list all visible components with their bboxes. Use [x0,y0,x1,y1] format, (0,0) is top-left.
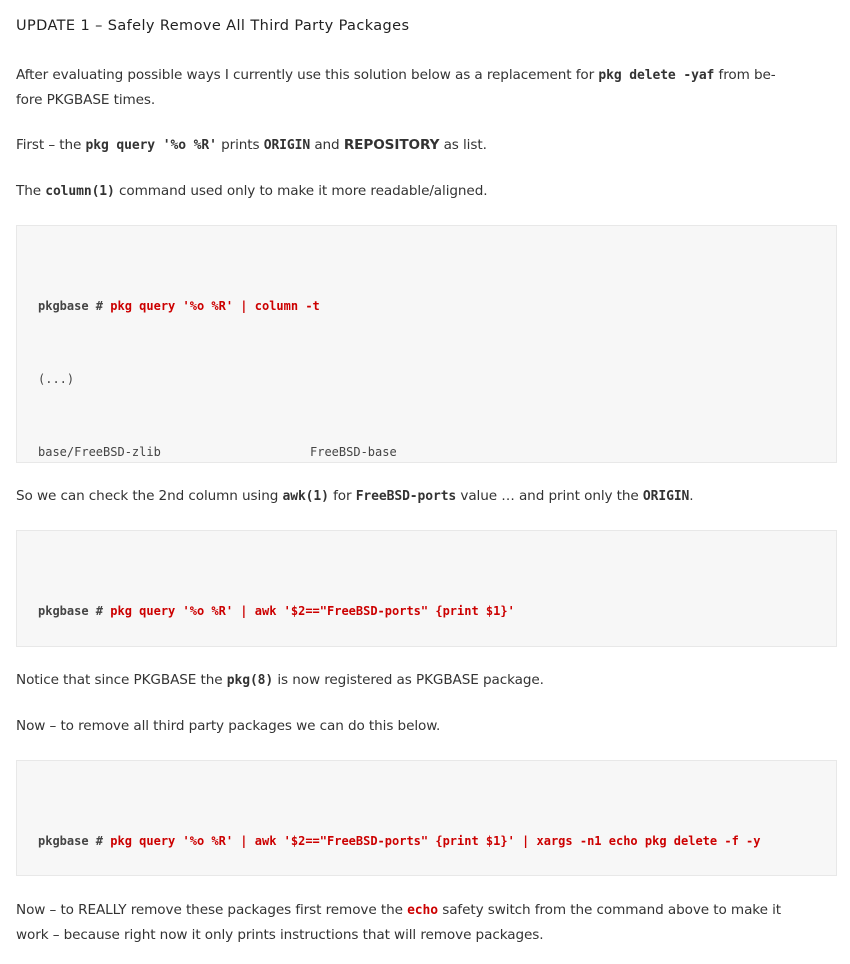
shell-prompt: pkgbase # [38,604,111,619]
shell-command: pkg query '%o %R' | column -t [110,299,320,314]
text: fore PKGBASE times. [16,92,156,108]
paragraph-query [16,133,837,158]
code-block-column[interactable] [16,225,837,463]
paragraph-really-remove [16,898,837,947]
shell-prompt: pkgbase # [38,834,111,849]
text: First – the [16,137,86,153]
text: prints [216,137,264,153]
section-heading: UPDATE 1 – Safely Remove All Third Party Packages [16,18,410,34]
repo-cell: FreeBSD-base [310,444,397,459]
inline-code: ORIGIN [642,489,690,504]
text: is now registered as PKGBASE package. [273,672,544,688]
text: . [689,488,694,504]
shell-command: pkg query '%o %R' | awk '$2=="FreeBSD-ports" {print $1}' [110,604,515,619]
text: as list. [439,137,487,153]
inline-code: ORIGIN [263,138,311,153]
text: work – because right now it only prints instructions that will remove packages. [16,927,544,943]
code-command-line [38,829,815,853]
code-command-line [38,294,815,318]
paragraph-column [16,179,837,204]
inline-code: awk(1) [282,489,329,504]
text: for [328,488,356,504]
inline-code: pkg(8) [226,673,274,688]
text: from be- [714,67,776,83]
text: So we can check the 2nd column using [16,488,283,504]
paragraph-awk [16,484,837,509]
text: safety switch from the command above to make it [438,902,781,918]
text: Now – to remove all third party packages we can do this below. [16,718,441,734]
inline-code: column(1) [45,184,115,199]
shell-command: pkg query '%o %R' | awk '$2=="FreeBSD-ports" {print $1}' | xargs -n1 echo pkg delete -f -y [110,834,761,849]
shell-prompt: pkgbase # [38,299,111,314]
paragraph-remove [16,714,837,738]
inline-code: pkg query '%o %R' [85,138,217,153]
text: value … and print only the [456,488,643,504]
text: After evaluating possible ways I currently use this solution below as a replacement for [16,67,599,83]
text: command used only to make it more readable/aligned. [114,183,488,199]
paragraph-notice [16,668,837,693]
code-block-awk[interactable] [16,530,837,647]
code-output-line: (...) [38,372,75,386]
paragraph-intro [16,63,837,112]
code-output-row [38,440,815,463]
text: Notice that since PKGBASE the [16,672,227,688]
inline-code: FreeBSD-ports [355,489,457,504]
text: The [16,183,46,199]
inline-code-echo: echo [407,903,438,918]
code-command-line [38,599,815,623]
text: Now – to REALLY remove these packages first remove the [16,902,408,918]
origin-cell: base/FreeBSD-zlib [38,444,161,459]
inline-code: pkg delete -yaf [598,68,715,83]
bold-text: REPOSITORY [343,137,440,153]
code-block-xargs[interactable] [16,760,837,876]
text: and [310,137,344,153]
